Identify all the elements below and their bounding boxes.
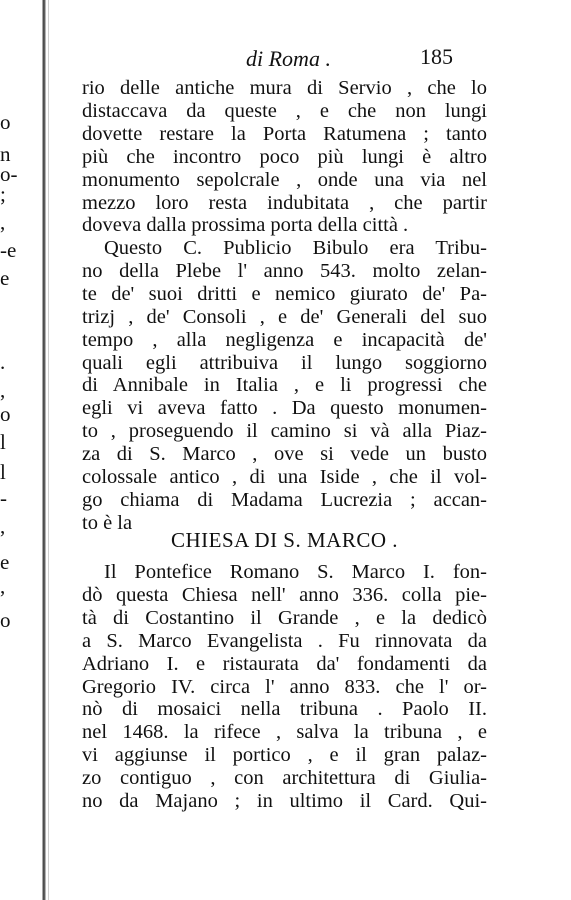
text-line: to , proseguendo il camino si và alla Piaz- bbox=[82, 420, 487, 443]
margin-fragment: ; bbox=[0, 182, 6, 206]
text-line: più che incontro poco più lungi è altro bbox=[82, 145, 487, 168]
text-line: go chiama di Madama Lucrezia ; accan- bbox=[82, 488, 487, 511]
binding-gutter-line bbox=[48, 0, 49, 900]
text-line: dovette restare la Porta Ratumena ; tanto bbox=[82, 122, 487, 145]
margin-fragment: l bbox=[0, 460, 6, 484]
text-line: mezzo loro resta indubitata , che partir bbox=[82, 191, 487, 214]
text-line: te de' suoi dritti e nemico giurato de' Pa- bbox=[82, 282, 487, 305]
text-line: a S. Marco Evangelista . Fu rinnovata da bbox=[82, 629, 487, 652]
text-line: doveva dalla prossima porta della città . bbox=[82, 214, 409, 237]
text-line: distaccava da queste , e che non lungi bbox=[82, 99, 487, 122]
margin-fragment: o bbox=[0, 110, 11, 134]
text-line: nel 1468. la rifece , salva la tribuna , e bbox=[82, 721, 487, 744]
text-line: nò di mosaici nella tribuna . Paolo II. bbox=[82, 698, 487, 721]
text-line: dò questa Chiesa nell' anno 336. colla pie- bbox=[82, 583, 487, 606]
margin-fragment: - bbox=[0, 486, 7, 510]
margin-fragment: e bbox=[0, 550, 10, 574]
text-line: di Annibale in Italia , e li progressi che bbox=[82, 374, 487, 397]
margin-fragment: , bbox=[0, 378, 6, 402]
text-line: quali egli attribuiva il lungo soggiorno bbox=[82, 351, 487, 374]
margin-fragment: o- bbox=[0, 162, 18, 186]
text-line: colossale antico , di una Iside , che il vol- bbox=[82, 466, 487, 488]
text-line: tà di Costantino il Grande , e la dedicò bbox=[82, 606, 487, 629]
text-line: Questo C. Publicio Bibulo era Tribu- bbox=[104, 237, 487, 259]
text-line: za di S. Marco , ove si vede un busto bbox=[82, 443, 487, 466]
margin-fragment: e bbox=[0, 266, 10, 290]
text-line: no da Majano ; in ultimo il Card. Qui- bbox=[82, 790, 487, 812]
margin-fragment: o bbox=[0, 608, 11, 632]
margin-fragment: -e bbox=[0, 238, 17, 262]
text-line: Gregorio IV. circa l' anno 833. che l' or- bbox=[82, 675, 487, 698]
text-line: Il Pontefice Romano S. Marco I. fon- bbox=[104, 561, 487, 583]
text-line: vi aggiunse il portico , e il gran palaz- bbox=[82, 744, 487, 767]
margin-fragment: n bbox=[0, 142, 11, 166]
text-line: egli vi aveva fatto . Da questo monumen- bbox=[82, 397, 487, 420]
text-line: zo contiguo , con architettura di Giulia- bbox=[82, 767, 487, 790]
margin-fragment: , bbox=[0, 574, 6, 598]
text-line: monumento sepolcrale , onde una via nel bbox=[82, 168, 487, 191]
text-line: no della Plebe l' anno 543. molto zelan- bbox=[82, 259, 487, 282]
margin-fragment: . bbox=[0, 350, 6, 374]
text-line: to è la bbox=[82, 511, 133, 534]
text-line: tempo , alla negligenza e incapacità de' bbox=[82, 328, 487, 351]
margin-fragment: l bbox=[0, 430, 6, 454]
page-number: 185 bbox=[420, 44, 453, 69]
text-line: Adriano I. e ristaurata da' fondamenti da bbox=[82, 652, 487, 675]
text-line: trizj , de' Consoli , e de' Generali del suo bbox=[82, 305, 487, 328]
binding-gutter-shadow bbox=[42, 0, 46, 900]
running-head: di Roma . bbox=[246, 46, 331, 71]
margin-fragment: o bbox=[0, 402, 11, 426]
margin-fragment: , bbox=[0, 514, 6, 538]
margin-fragment: , bbox=[0, 210, 6, 234]
text-line: rio delle antiche mura di Servio , che lo bbox=[82, 77, 487, 99]
section-heading: CHIESA DI S. MARCO . bbox=[170, 528, 399, 552]
